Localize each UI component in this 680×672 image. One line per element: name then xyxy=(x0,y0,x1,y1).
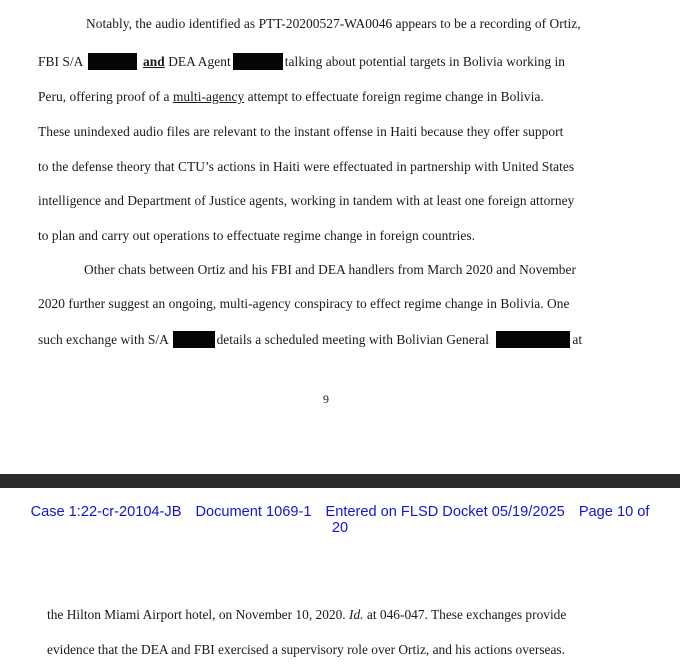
paragraph-1-line-4 xyxy=(38,124,563,140)
document-number: Document 1069-1 xyxy=(195,504,312,520)
text: FBI S/A xyxy=(38,54,83,69)
paragraph-1-line-3 xyxy=(38,89,544,105)
page-10-line-2 xyxy=(47,642,565,658)
docket-header xyxy=(0,504,680,536)
redaction-box xyxy=(496,331,570,348)
paragraph-2-line-2 xyxy=(38,296,569,312)
page-break-bar xyxy=(0,474,680,488)
document-page-10 xyxy=(0,560,680,672)
text: 2020 further suggest an ongoing, multi-agency conspiracy to effect regime change in Bolivia. One xyxy=(38,296,570,311)
page-count: Page 10 of xyxy=(578,504,650,520)
page-number: 9 xyxy=(323,392,329,406)
text: intelligence and Department of Justice agents, working in tandem with at least one foreign attorney xyxy=(38,193,575,208)
text: Other chats between Ortiz and his FBI and DEA handlers from March 2020 and November xyxy=(84,262,577,277)
text: These unindexed audio files are relevant to the instant offense in Haiti because they offer support xyxy=(38,124,564,139)
text: details a scheduled meeting with Bolivian General xyxy=(216,332,489,347)
paragraph-1-line-6 xyxy=(38,193,574,209)
paragraph-1-line-1 xyxy=(86,16,581,32)
paragraph-2-line-1 xyxy=(84,262,576,278)
text: at 046-047. These exchanges provide xyxy=(366,607,567,622)
paragraph-1-line-2 xyxy=(38,53,565,70)
entered-date: Entered on FLSD Docket 05/19/2025 xyxy=(325,504,565,520)
text: to plan and carry out operations to effectuate regime change in foreign countries. xyxy=(38,228,476,243)
text: evidence that the DEA and FBI exercised a supervisory role over Ortiz, and his actions overseas. xyxy=(47,642,565,657)
docket-header-line-1 xyxy=(0,504,680,520)
paragraph-1-line-7 xyxy=(38,228,475,244)
paragraph-2-line-3 xyxy=(38,331,582,348)
text: at xyxy=(572,332,583,347)
text: talking about potential targets in Bolivia working in xyxy=(284,54,565,69)
text: such exchange with S/A xyxy=(38,332,169,347)
text-id-citation: Id. xyxy=(349,607,364,622)
text: attempt to effectuate foreign regime change in Bolivia. xyxy=(247,89,544,104)
redaction-box xyxy=(173,331,215,348)
text-and: and xyxy=(143,54,165,69)
paragraph-1-line-5 xyxy=(38,159,574,175)
redaction-box xyxy=(88,53,137,70)
text: Notably, the audio identified as PTT-20200527-WA0046 appears to be a recording of Ortiz, xyxy=(86,16,581,31)
text: the Hilton Miami Airport hotel, on November 10, 2020. xyxy=(47,607,346,622)
redaction-box xyxy=(233,53,283,70)
text-multi-agency: multi-agency xyxy=(172,89,245,104)
text: DEA Agent xyxy=(168,54,231,69)
page-10-line-1 xyxy=(47,607,566,623)
text: Peru, offering proof of a xyxy=(38,89,170,104)
text: to the defense theory that CTU’s actions in Haiti were effectuated in partnership with United States xyxy=(38,159,575,174)
page-total: 20 xyxy=(331,520,349,536)
case-number: Case 1:22-cr-20104-JB xyxy=(30,504,182,520)
